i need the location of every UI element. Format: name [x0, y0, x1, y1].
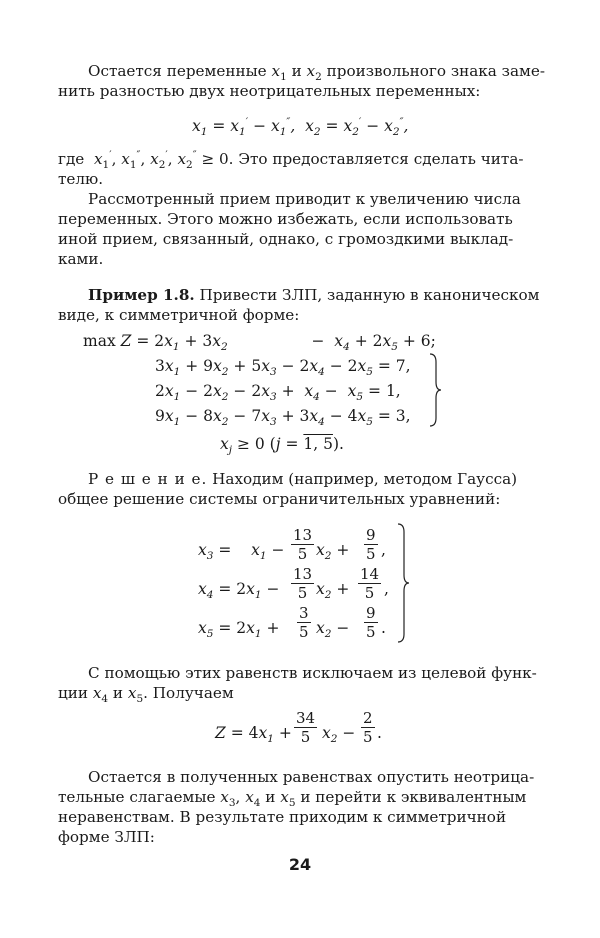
text-line: где $x_1'$, $x_1''$, $x_2'$, $x_2'' \ge 0$. Это предоставляется сделать чита-	[58, 148, 524, 172]
fraction-13-5: $\frac{13}{5}$	[293, 565, 313, 602]
fraction-34-5: $\frac{34}{5}$	[296, 709, 316, 746]
z-equation-tail: $x_2$ −	[322, 724, 356, 746]
text-line: ками.	[58, 250, 104, 268]
constraint-2: $2x_1 - 2x_2 - 2x_3 + x_4 - x_5 = 1$,	[155, 382, 401, 404]
constraint-3: $9x_1 - 8x_2 - 7x_3 + 3x_4 - 4x_5 = 3$,	[155, 407, 411, 429]
objective-function: $\max Z = 2x_1 + 3x_2$ − $x_4 + 2x_5 + 6$;	[83, 332, 436, 354]
text-line: переменных. Этого можно избежать, если использовать	[58, 210, 513, 228]
gs-x3: $x_3$ = $x_1$ −	[198, 541, 285, 563]
text-line: С помощью этих равенств исключаем из целевой функ-	[88, 664, 537, 682]
page-number: 24	[288, 855, 312, 874]
text-line: Остается в полученных равенствах опустить неотрица-	[88, 768, 535, 786]
text-line: Рассмотренный прием приводит к увеличению числа	[88, 190, 521, 208]
gs-x3-tail: $x_2$ +	[316, 541, 350, 563]
solution-word: Р е ш е н и е.	[88, 470, 208, 488]
gs-x4: $x_4 = 2x_1$ −	[198, 580, 280, 602]
text-line: нить разностью двух неотрицательных переменных:	[58, 82, 481, 100]
text-line: общее решение системы ограничительных уравнений:	[58, 490, 501, 508]
equation-substitution: $x_1 = x_1' - x_1''$, $x_2 = x_2' - x_2''$,	[192, 115, 409, 139]
solution-brace	[396, 522, 410, 644]
fraction-9-5: $\frac{9}{5}$	[366, 526, 376, 563]
gs-x5: $x_5 = 2x_1$ +	[198, 619, 280, 641]
fraction-3-5: $\frac{3}{5}$	[299, 604, 309, 641]
example-heading-line: Пример 1.8. Привести ЗЛП, заданную в каноническом	[88, 286, 540, 304]
solution-heading-line: Р е ш е н и е. Находим (например, методом Гаусса)	[88, 470, 518, 488]
gs-x4-tail: $x_2$ +	[316, 580, 350, 602]
text-line: неравенствам. В результате приходим к симметричной	[58, 808, 507, 826]
nonnegativity-condition: $x_j \ge 0$ (j = 1, 5).	[220, 435, 344, 457]
text-line: телю.	[58, 170, 104, 188]
text-line: ции $x_4$ и $x_5$. Получаем	[58, 684, 234, 706]
text-line: иной прием, связанный, однако, с громоздкими выклад-	[58, 230, 514, 248]
gs-x5-tail: $x_2$ −	[316, 619, 350, 641]
fraction-13-5: $\frac{13}{5}$	[293, 526, 313, 563]
text-line: форме ЗЛП:	[58, 828, 155, 846]
fraction-9-5: $\frac{9}{5}$	[366, 604, 376, 641]
fraction-14-5: $\frac{14}{5}$	[360, 565, 380, 602]
constraint-1: $3x_1 + 9x_2 + 5x_3 - 2x_4 - 2x_5 = 7$,	[155, 357, 411, 379]
text-line: виде, к симметричной форме:	[58, 306, 300, 324]
system-brace	[428, 352, 442, 428]
text-line: тельные слагаемые $x_3$, $x_4$ и $x_5$ и перейти к эквивалентным	[58, 788, 527, 810]
text-line: Остается переменные $x_1$ и $x_2$ произвольного знака заме-	[88, 62, 545, 84]
example-title: Пример 1.8.	[88, 286, 195, 304]
fraction-2-5: $\frac{2}{5}$	[363, 709, 373, 746]
z-equation: $Z = 4x_1$ +	[215, 724, 292, 746]
